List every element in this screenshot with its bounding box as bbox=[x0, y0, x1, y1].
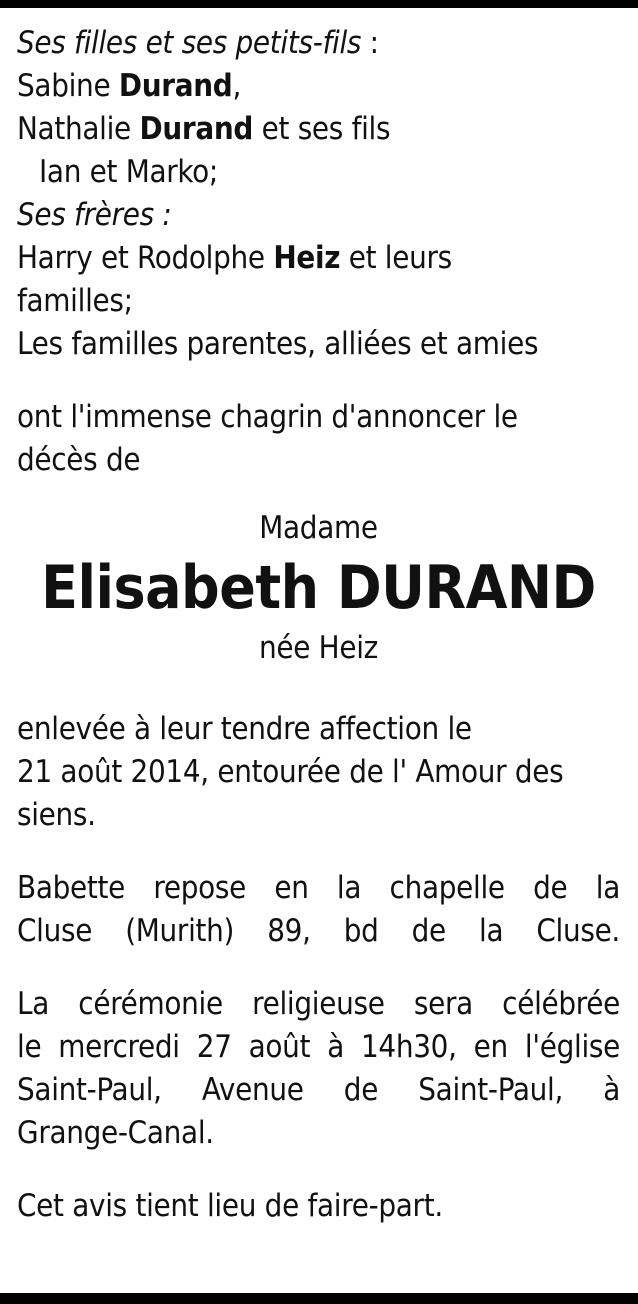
brothers-heading: Ses frères : bbox=[17, 197, 172, 233]
death-line-2: 21 août 2014, entourée de l' Amour des bbox=[17, 754, 564, 790]
brothers-line bbox=[17, 237, 620, 280]
sabine-first-name: Sabine bbox=[17, 68, 119, 104]
daughters-colon: : bbox=[361, 25, 379, 61]
sabine-last-name: Durand bbox=[118, 68, 233, 104]
spacer bbox=[17, 482, 620, 506]
closing-line: Cet avis tient lieu de faire-part. bbox=[17, 1188, 443, 1224]
ceremony-line-3: Saint-Paul, Avenue de Saint-Paul, à bbox=[17, 1072, 620, 1108]
ceremony-line-4: Grange-Canal. bbox=[17, 1115, 214, 1151]
brothers-line-2: familles; bbox=[17, 283, 133, 319]
sabine-line bbox=[17, 65, 620, 108]
sons-line: Ian et Marko; bbox=[39, 154, 219, 190]
rest-line-1: Babette repose en la chapelle de la bbox=[17, 870, 620, 906]
spacer bbox=[17, 1155, 620, 1185]
death-line-3: siens. bbox=[17, 797, 96, 833]
brothers-suffix: et leurs bbox=[340, 240, 452, 276]
brothers-last-name: Heiz bbox=[273, 240, 341, 276]
obituary-notice bbox=[17, 22, 620, 1228]
spacer bbox=[17, 837, 620, 867]
announcement-line-2: décès de bbox=[17, 442, 141, 478]
rest-line-2: Cluse (Murith) 89, bd de la Cluse. bbox=[17, 913, 620, 949]
bottom-border bbox=[0, 1293, 638, 1304]
daughters-heading: Ses filles et ses petits-fils bbox=[17, 25, 362, 61]
brothers-first-names: Harry et Rodolphe bbox=[17, 240, 274, 276]
nathalie-line bbox=[17, 108, 620, 151]
death-line-1: enlevée à leur tendre affection le bbox=[17, 711, 472, 747]
deceased-maiden-name: née Heiz bbox=[259, 630, 378, 666]
spacer bbox=[17, 670, 620, 708]
deceased-title: Madame bbox=[259, 510, 378, 546]
ceremony-line-1: La cérémonie religieuse sera célébrée bbox=[17, 986, 620, 1022]
spacer bbox=[17, 366, 620, 396]
nathalie-last-name: Durand bbox=[139, 111, 254, 147]
top-border bbox=[0, 0, 638, 8]
relatives-line: Les familles parentes, alliées et amies bbox=[17, 326, 539, 362]
sabine-punct: , bbox=[232, 68, 242, 104]
spacer bbox=[17, 953, 620, 983]
daughters-heading-line bbox=[17, 22, 620, 65]
nathalie-suffix: et ses fils bbox=[253, 111, 391, 147]
ceremony-line-2: le mercredi 27 août à 14h30, en l'église bbox=[17, 1029, 620, 1065]
nathalie-first-name: Nathalie bbox=[17, 111, 140, 147]
deceased-name: Elisabeth DURAND bbox=[41, 553, 596, 623]
announcement-line-1: ont l'immense chagrin d'annoncer le bbox=[17, 399, 518, 435]
